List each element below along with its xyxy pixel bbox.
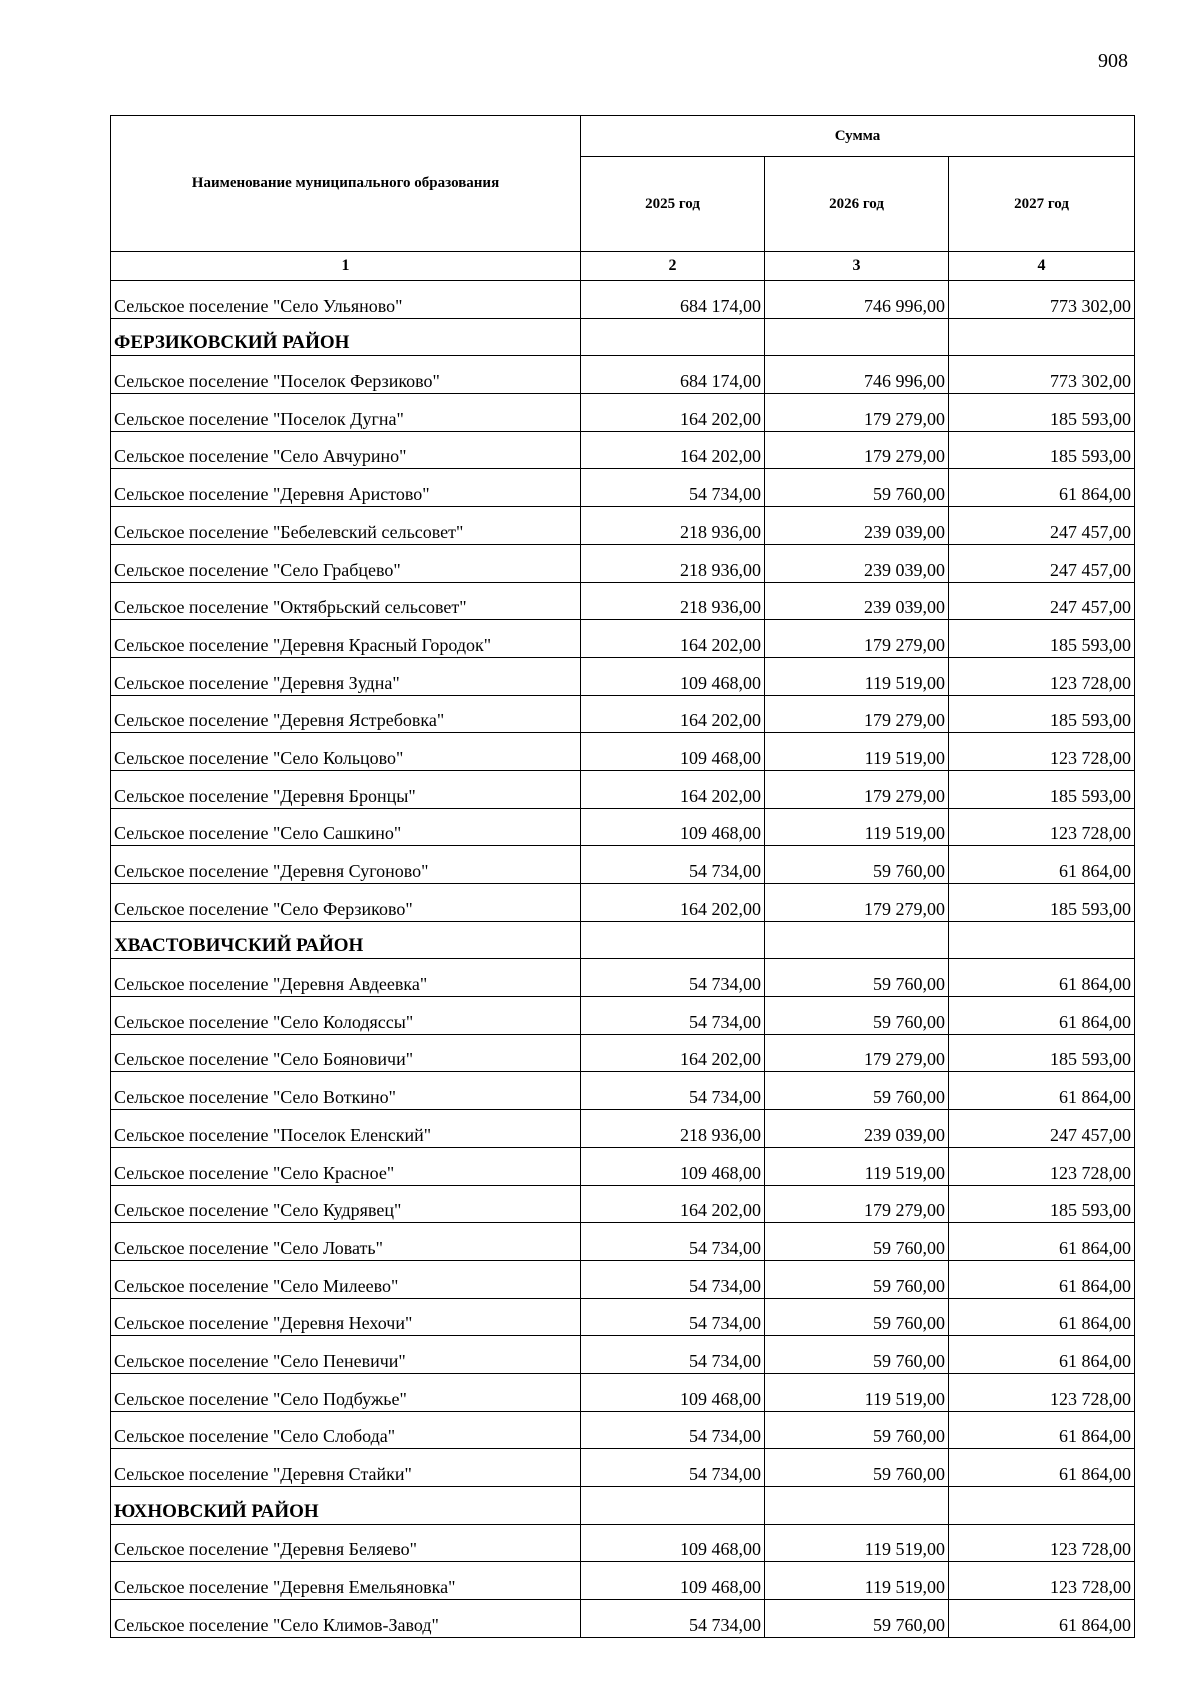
empty-cell [765,318,949,356]
amount-2026: 179 279,00 [765,884,949,922]
amount-2025: 109 468,00 [581,1524,765,1562]
settlement-name: Сельское поселение "Село Милеево" [111,1260,581,1298]
amount-2027: 185 593,00 [949,1185,1135,1223]
amount-2026: 59 760,00 [765,1298,949,1336]
amount-2027: 123 728,00 [949,808,1135,846]
amount-2025: 164 202,00 [581,770,765,808]
amount-2025: 164 202,00 [581,1034,765,1072]
table-row [111,1260,1135,1298]
settlement-name: Сельское поселение "Село Грабцево" [111,544,581,582]
amount-2025: 54 734,00 [581,1600,765,1638]
amount-2027: 61 864,00 [949,1260,1135,1298]
amount-2025: 54 734,00 [581,1260,765,1298]
amount-2025: 109 468,00 [581,1562,765,1600]
amount-2027: 61 864,00 [949,1223,1135,1261]
table-row [111,808,1135,846]
amount-2026: 179 279,00 [765,1185,949,1223]
column-number: 1 [111,252,581,281]
amount-2025: 109 468,00 [581,1147,765,1185]
settlement-name: Сельское поселение "Поселок Еленский" [111,1110,581,1148]
amount-2026: 119 519,00 [765,1524,949,1562]
amount-2026: 59 760,00 [765,1336,949,1374]
amount-2027: 61 864,00 [949,469,1135,507]
table-row [111,1449,1135,1487]
amount-2027: 61 864,00 [949,846,1135,884]
table-row [111,394,1135,432]
amount-2026: 59 760,00 [765,959,949,997]
amount-2027: 185 593,00 [949,884,1135,922]
amount-2025: 109 468,00 [581,1373,765,1411]
amount-2027: 123 728,00 [949,657,1135,695]
amount-2026: 239 039,00 [765,1110,949,1148]
amount-2025: 109 468,00 [581,657,765,695]
amount-2026: 179 279,00 [765,431,949,469]
amount-2027: 61 864,00 [949,1298,1135,1336]
amount-2027: 123 728,00 [949,1562,1135,1600]
page-number: 908 [1098,50,1128,72]
amount-2026: 746 996,00 [765,281,949,319]
amount-2027: 185 593,00 [949,695,1135,733]
settlement-name: Сельское поселение "Деревня Авдеевка" [111,959,581,997]
table-row [111,657,1135,695]
amount-2027: 61 864,00 [949,1336,1135,1374]
table-row [111,1223,1135,1261]
settlement-name: Сельское поселение "Деревня Ястребовка" [111,695,581,733]
district-name: ХВАСТОВИЧСКИЙ РАЙОН [111,921,581,959]
settlement-name: Сельское поселение "Бебелевский сельсовет" [111,507,581,545]
amount-2027: 185 593,00 [949,770,1135,808]
amount-2026: 239 039,00 [765,544,949,582]
header-year-2027: 2027 год [949,157,1135,252]
settlement-name: Сельское поселение "Село Ловать" [111,1223,581,1261]
table-row [111,1373,1135,1411]
settlement-name: Сельское поселение "Село Красное" [111,1147,581,1185]
amount-2025: 54 734,00 [581,1411,765,1449]
amount-2026: 179 279,00 [765,695,949,733]
amount-2026: 59 760,00 [765,469,949,507]
amount-2025: 54 734,00 [581,997,765,1035]
amount-2026: 59 760,00 [765,1411,949,1449]
settlement-name: Сельское поселение "Деревня Беляево" [111,1524,581,1562]
amount-2027: 123 728,00 [949,1373,1135,1411]
settlement-name: Сельское поселение "Село Сашкино" [111,808,581,846]
amount-2027: 773 302,00 [949,281,1135,319]
table-row [111,1411,1135,1449]
district-row [111,318,1135,356]
header-year-2025: 2025 год [581,157,765,252]
empty-cell [949,1487,1135,1525]
amount-2025: 164 202,00 [581,695,765,733]
amount-2027: 123 728,00 [949,733,1135,771]
table-body [111,281,1135,1638]
table-row [111,582,1135,620]
table-row [111,1110,1135,1148]
amount-2025: 109 468,00 [581,733,765,771]
column-number: 2 [581,252,765,281]
settlement-name: Сельское поселение "Деревня Красный Городок" [111,620,581,658]
table-row [111,1562,1135,1600]
settlement-name: Сельское поселение "Село Ферзиково" [111,884,581,922]
settlement-name: Сельское поселение "Поселок Дугна" [111,394,581,432]
district-row [111,921,1135,959]
amount-2026: 239 039,00 [765,582,949,620]
amount-2025: 54 734,00 [581,1298,765,1336]
table-row [111,431,1135,469]
amount-2025: 164 202,00 [581,431,765,469]
table-row [111,1034,1135,1072]
settlement-name: Сельское поселение "Деревня Зудна" [111,657,581,695]
table-row [111,695,1135,733]
amount-2027: 123 728,00 [949,1147,1135,1185]
amount-2025: 164 202,00 [581,1185,765,1223]
amount-2027: 247 457,00 [949,582,1135,620]
amount-2025: 54 734,00 [581,1336,765,1374]
amount-2027: 61 864,00 [949,959,1135,997]
header-sum: Сумма [581,116,1135,157]
settlement-name: Сельское поселение "Деревня Нехочи" [111,1298,581,1336]
amount-2026: 59 760,00 [765,1449,949,1487]
amount-2025: 54 734,00 [581,959,765,997]
settlement-name: Сельское поселение "Село Бояновичи" [111,1034,581,1072]
amount-2026: 119 519,00 [765,1147,949,1185]
settlement-name: Сельское поселение "Село Колодяссы" [111,997,581,1035]
amount-2025: 218 936,00 [581,1110,765,1148]
empty-cell [949,318,1135,356]
amount-2025: 109 468,00 [581,808,765,846]
table-row [111,1147,1135,1185]
amount-2025: 218 936,00 [581,507,765,545]
settlement-name: Сельское поселение "Село Подбужье" [111,1373,581,1411]
header-name-column: Наименование муниципального образования [111,116,581,252]
table-row [111,1072,1135,1110]
table-row [111,1524,1135,1562]
table-row [111,1600,1135,1638]
amount-2027: 61 864,00 [949,1600,1135,1638]
table-row [111,620,1135,658]
amount-2026: 119 519,00 [765,808,949,846]
settlement-name: Сельское поселение "Село Воткино" [111,1072,581,1110]
table-row [111,770,1135,808]
table-row [111,884,1135,922]
amount-2027: 185 593,00 [949,1034,1135,1072]
amount-2027: 61 864,00 [949,1072,1135,1110]
table-row [111,544,1135,582]
amount-2027: 773 302,00 [949,356,1135,394]
settlement-name: Сельское поселение "Деревня Аристово" [111,469,581,507]
amount-2027: 61 864,00 [949,1411,1135,1449]
amount-2026: 59 760,00 [765,1600,949,1638]
amount-2025: 164 202,00 [581,884,765,922]
amount-2025: 684 174,00 [581,281,765,319]
settlement-name: Сельское поселение "Село Ульяново" [111,281,581,319]
empty-cell [765,921,949,959]
table-row [111,1185,1135,1223]
empty-cell [949,921,1135,959]
table-row [111,356,1135,394]
empty-cell [581,1487,765,1525]
table-row [111,997,1135,1035]
settlement-name: Сельское поселение "Село Слобода" [111,1411,581,1449]
amount-2026: 119 519,00 [765,657,949,695]
amount-2026: 59 760,00 [765,997,949,1035]
amount-2026: 119 519,00 [765,1562,949,1600]
amount-2027: 61 864,00 [949,1449,1135,1487]
table-row [111,281,1135,319]
table-row [111,733,1135,771]
settlement-name: Сельское поселение "Село Климов-Завод" [111,1600,581,1638]
empty-cell [765,1487,949,1525]
amount-2025: 54 734,00 [581,1223,765,1261]
amount-2025: 218 936,00 [581,582,765,620]
amount-2025: 218 936,00 [581,544,765,582]
amount-2025: 684 174,00 [581,356,765,394]
settlement-name: Сельское поселение "Деревня Сугоново" [111,846,581,884]
amount-2025: 54 734,00 [581,1072,765,1110]
amount-2026: 179 279,00 [765,394,949,432]
table-row [111,507,1135,545]
amount-2026: 59 760,00 [765,1260,949,1298]
table-row [111,846,1135,884]
district-name: ФЕРЗИКОВСКИЙ РАЙОН [111,318,581,356]
amount-2026: 119 519,00 [765,733,949,771]
budget-table [110,115,1135,1638]
empty-cell [581,921,765,959]
table-row [111,469,1135,507]
amount-2027: 247 457,00 [949,544,1135,582]
amount-2026: 179 279,00 [765,1034,949,1072]
table-row [111,959,1135,997]
settlement-name: Сельское поселение "Село Кольцово" [111,733,581,771]
amount-2026: 239 039,00 [765,507,949,545]
amount-2025: 164 202,00 [581,620,765,658]
amount-2027: 185 593,00 [949,620,1135,658]
settlement-name: Сельское поселение "Деревня Бронцы" [111,770,581,808]
settlement-name: Сельское поселение "Село Кудрявец" [111,1185,581,1223]
amount-2027: 185 593,00 [949,431,1135,469]
amount-2027: 123 728,00 [949,1524,1135,1562]
amount-2026: 179 279,00 [765,620,949,658]
district-name: ЮХНОВСКИЙ РАЙОН [111,1487,581,1525]
amount-2027: 185 593,00 [949,394,1135,432]
amount-2027: 247 457,00 [949,1110,1135,1148]
amount-2026: 59 760,00 [765,1072,949,1110]
amount-2025: 164 202,00 [581,394,765,432]
amount-2026: 179 279,00 [765,770,949,808]
table-row [111,1298,1135,1336]
settlement-name: Сельское поселение "Поселок Ферзиково" [111,356,581,394]
column-number: 4 [949,252,1135,281]
settlement-name: Сельское поселение "Село Пеневичи" [111,1336,581,1374]
settlement-name: Сельское поселение "Деревня Емельяновка" [111,1562,581,1600]
amount-2025: 54 734,00 [581,1449,765,1487]
table-header [111,116,1135,281]
header-year-2026: 2026 год [765,157,949,252]
amount-2026: 119 519,00 [765,1373,949,1411]
amount-2025: 54 734,00 [581,846,765,884]
amount-2026: 59 760,00 [765,846,949,884]
column-number: 3 [765,252,949,281]
empty-cell [581,318,765,356]
amount-2027: 61 864,00 [949,997,1135,1035]
settlement-name: Сельское поселение "Деревня Стайки" [111,1449,581,1487]
amount-2027: 247 457,00 [949,507,1135,545]
amount-2025: 54 734,00 [581,469,765,507]
settlement-name: Сельское поселение "Село Авчурино" [111,431,581,469]
amount-2026: 59 760,00 [765,1223,949,1261]
district-row [111,1487,1135,1525]
settlement-name: Сельское поселение "Октябрьский сельсовет" [111,582,581,620]
table-row [111,1336,1135,1374]
amount-2026: 746 996,00 [765,356,949,394]
